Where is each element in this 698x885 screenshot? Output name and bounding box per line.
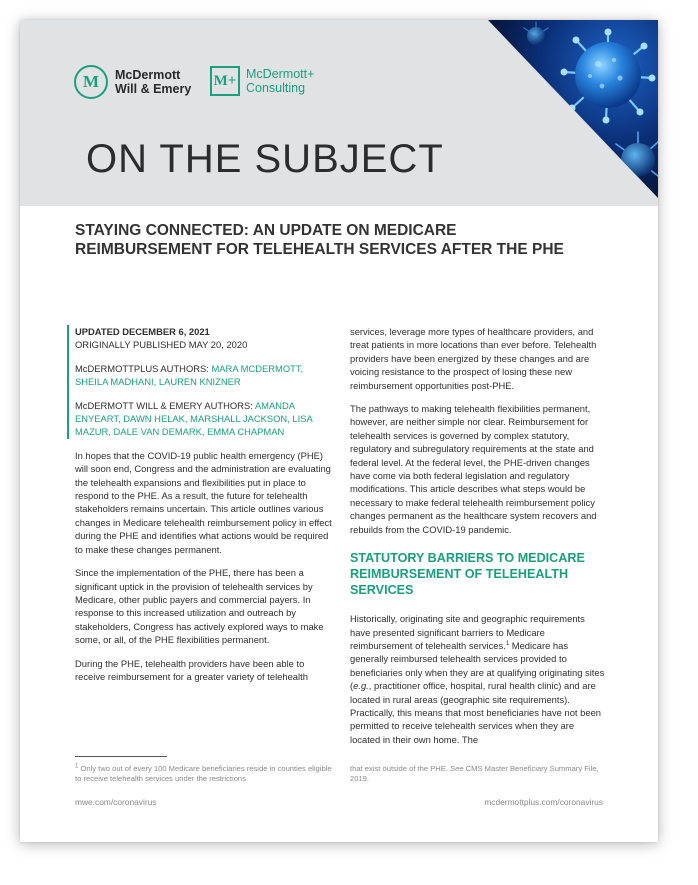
mcdermott-consulting-logo xyxy=(210,66,314,96)
left-column xyxy=(75,325,332,693)
authors-names[interactable]: AMANDA ENYEART, DAWN HELAK, MARSHALL JACKSON, LISA MAZUR, DALE VAN DEMARK, EMMA CHAPMAN xyxy=(75,399,313,438)
mwe-authors xyxy=(75,399,332,439)
section-heading: STATUTORY BARRIERS TO MEDICARE REIMBURSEMENT OF TELEHEALTH SERVICES xyxy=(350,551,585,598)
hero-title: ON THE SUBJECT xyxy=(86,137,444,181)
paragraph-text: , practitioner office, hospital, rural health clinic) and are located in rural areas (geographic site requirements). Practically, this means that most beneficiaries have not been permitted to receive telehealth services when they are located in their own home. The xyxy=(350,680,601,745)
footer-link-mwe[interactable]: mwe.com/coronavirus xyxy=(75,797,157,807)
authors-label: McDERMOTTPLUS AUTHORS: xyxy=(75,362,209,374)
footnote-text: See xyxy=(450,764,464,773)
article-meta xyxy=(67,325,332,439)
updated-date: UPDATED DECEMBER 6, 2021 xyxy=(75,326,210,337)
footnote-text: CMS Master Beneficiary Summary File, 2019. xyxy=(350,764,599,783)
footnote-text: that exist outside of the PHE. xyxy=(350,764,451,773)
footnote-reference[interactable]: 1 xyxy=(505,640,510,647)
footnote-divider xyxy=(75,756,167,757)
consulting-logo-line1: McDermott+ xyxy=(246,67,315,81)
footer-link-mcdermottplus[interactable]: mcdermottplus.com/coronavirus xyxy=(484,797,603,807)
body-paragraph: services, leverage more types of healthcare providers, and treat patients in more locations than ever before. Telehealth providers have been energized by these changes and are voicing resistance to the prospect of losing these new reimbursement opportunities post-PHE. xyxy=(350,326,597,391)
paragraph-text: e.g. xyxy=(353,680,369,692)
consulting-monogram-icon: M+ xyxy=(210,66,240,96)
footnote-left xyxy=(75,764,340,784)
mwe-logo xyxy=(74,65,191,99)
body-paragraph: During the PHE, telehealth providers have been able to receive reimbursement for a greater variety of telehealth xyxy=(75,657,308,682)
consulting-logo-text xyxy=(246,67,314,95)
body-paragraph: In hopes that the COVID-19 public health emergency (PHE) will soon end, Congress and the administration are evaluating the telehealth expansions and flexibilities put in place to respond to the PHE. As a result, the future for telehealth stakeholders remains uncertain. This article outlines various changes in Medicare telehealth reimbursement policy in effect during the PHE and identifies what actions would be required to make these changes permanent. xyxy=(75,449,332,555)
body-paragraph: The pathways to making telehealth flexibilities permanent, however, are neither simple nor clear. Reimbursement for telehealth services is governed by complex statutory, regulatory and subregulatory requirements at the state and federal level. At the federal level, the PHE-driven changes have come via both federal legislation and regulatory modifications. This article describes what steps would be necessary to make federal telehealth reimbursement policy changes permanent as the healthcare system recovers and rebuilds from the COVID-19 pandemic. xyxy=(350,403,597,535)
mcdermottplus-authors xyxy=(75,362,332,389)
paragraph-text: Medicare has generally reimbursed telehealth services provided to beneficiaries only when they are at qualifying originating sites ( xyxy=(350,639,605,692)
mwe-logo-text xyxy=(115,68,191,96)
document-page xyxy=(20,20,658,842)
mwe-logo-line1: McDermott xyxy=(115,68,181,82)
mwe-monogram-icon: M xyxy=(74,65,108,99)
body-paragraph: Since the implementation of the PHE, there has been a significant uptick in the provision of telehealth services by Medicare, other public payers and commercial payers. In response to this increased utilization and outreach by stakeholders, Congress has actively explored ways to make some, or all, of the PHE flexibilities permanent. xyxy=(75,567,324,646)
authors-label: McDERMOTT WILL & EMERY AUTHORS: xyxy=(75,399,253,411)
footnote-right xyxy=(350,764,600,784)
consulting-logo-line2: Consulting xyxy=(246,81,306,95)
body-paragraph xyxy=(350,612,606,746)
mwe-logo-line2: Will & Emery xyxy=(115,82,192,96)
authors-names[interactable]: MARA MCDERMOTT, SHEILA MADHANI, LAUREN KNIZNER xyxy=(75,362,304,388)
coronavirus-image xyxy=(488,20,658,198)
paragraph-text: Historically, originating site and geographic requirements have presented significant barriers to Medicare reimbursement of telehealth services. xyxy=(350,613,585,651)
original-publish-date: ORIGINALLY PUBLISHED MAY 20, 2020 xyxy=(75,339,248,351)
article-title: STAYING CONNECTED: AN UPDATE ON MEDICARE REIMBURSEMENT FOR TELEHEALTH SERVICES AFTER THE PHE xyxy=(75,222,564,258)
footnote-text: Only two out of every 100 Medicare beneficiaries reside in counties eligible to receive telehealth services under the restrictions xyxy=(75,764,332,783)
footnote-number: 1 xyxy=(75,763,79,770)
right-column xyxy=(350,325,606,756)
